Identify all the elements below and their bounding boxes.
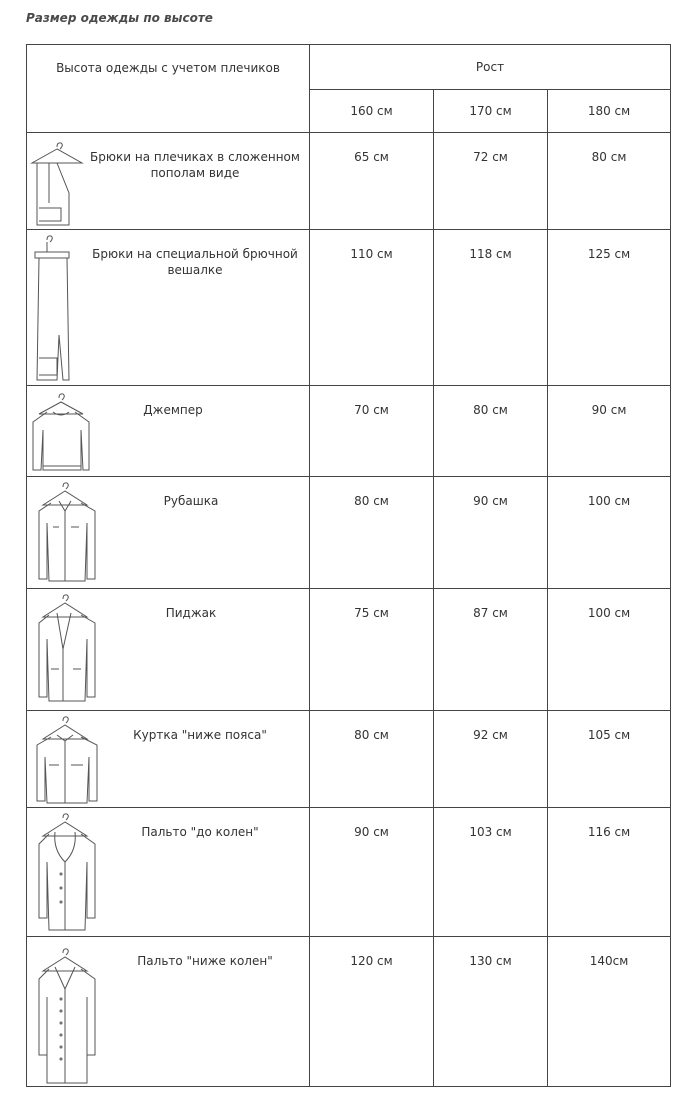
item-cell — [27, 711, 310, 808]
value-cell: 103 см — [434, 808, 548, 937]
item-name: Брюки на плечиках в сложенном пополам виде — [90, 150, 300, 180]
table-row — [27, 937, 671, 1087]
item-name: Брюки на специальной брючной вешалке — [92, 247, 298, 277]
page-title: Размер одежды по высоте — [26, 11, 213, 25]
item-cell — [27, 589, 310, 711]
value-cell: 70 см — [310, 386, 434, 477]
value-cell: 87 см — [434, 589, 548, 711]
item-cell — [27, 386, 310, 477]
value-cell: 130 см — [434, 937, 548, 1087]
clothing-height-header: Высота одежды с учетом плечиков — [27, 45, 310, 133]
item-name: Пальто "ниже колен" — [137, 954, 273, 968]
item-cell — [27, 230, 310, 386]
value-cell: 75 см — [310, 589, 434, 711]
value-cell: 90 см — [310, 808, 434, 937]
value-cell: 118 см — [434, 230, 548, 386]
item-name: Джемпер — [143, 403, 203, 417]
height-size-table — [26, 44, 671, 1087]
value-cell: 110 см — [310, 230, 434, 386]
value-cell: 100 см — [548, 477, 671, 589]
table-row — [27, 386, 671, 477]
value-cell: 80 см — [310, 477, 434, 589]
value-cell: 120 см — [310, 937, 434, 1087]
value-cell: 80 см — [434, 386, 548, 477]
value-cell: 80 см — [310, 711, 434, 808]
item-name: Пальто "до колен" — [141, 825, 259, 839]
table-row — [27, 808, 671, 937]
knee-coat-icon — [27, 808, 107, 937]
value-cell: 90 см — [548, 386, 671, 477]
item-cell — [27, 808, 310, 937]
height-group-header: Рост — [310, 45, 671, 90]
value-cell: 125 см — [548, 230, 671, 386]
height-header-170: 170 см — [434, 90, 548, 133]
table-row — [27, 230, 671, 386]
folded-trousers-on-hanger-icon — [27, 133, 87, 230]
value-cell: 80 см — [548, 133, 671, 230]
trousers-on-trouser-hanger-icon — [27, 230, 87, 386]
value-cell: 72 см — [434, 133, 548, 230]
jacket-icon — [27, 589, 107, 711]
item-cell — [27, 937, 310, 1087]
table-row — [27, 477, 671, 589]
item-name: Рубашка — [163, 494, 219, 508]
item-cell — [27, 133, 310, 230]
item-name: Пиджак — [165, 606, 217, 620]
table-row — [27, 711, 671, 808]
short-jacket-icon — [27, 711, 107, 808]
value-cell: 140см — [548, 937, 671, 1087]
jumper-icon — [27, 386, 97, 477]
value-cell: 65 см — [310, 133, 434, 230]
item-name: Куртка "ниже пояса" — [133, 728, 267, 742]
table-row — [27, 589, 671, 711]
item-cell — [27, 477, 310, 589]
shirt-icon — [27, 477, 107, 589]
table-row — [27, 133, 671, 230]
value-cell: 92 см — [434, 711, 548, 808]
long-coat-icon — [27, 937, 107, 1087]
height-header-180: 180 см — [548, 90, 671, 133]
height-header-160: 160 см — [310, 90, 434, 133]
value-cell: 116 см — [548, 808, 671, 937]
value-cell: 100 см — [548, 589, 671, 711]
value-cell: 105 см — [548, 711, 671, 808]
value-cell: 90 см — [434, 477, 548, 589]
